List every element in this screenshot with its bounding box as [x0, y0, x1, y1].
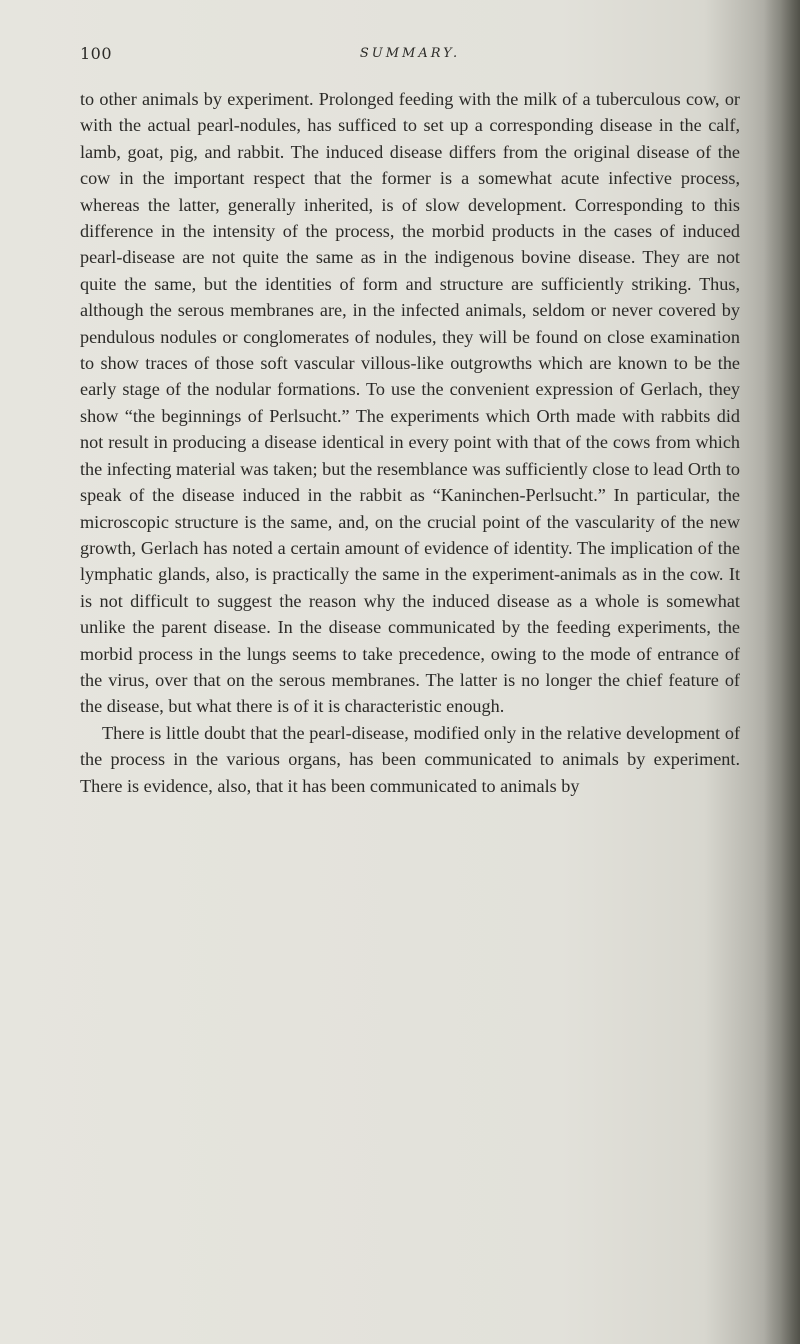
- running-title: SUMMARY.: [359, 46, 461, 61]
- page-number: 100: [80, 44, 113, 63]
- running-head: [80, 44, 740, 68]
- paragraph-continued: to other animals by experiment. Prolonged feeding with the milk of a tuberculous cow, or with the actual pearl-nodules, has sufficed to set up a corresponding disease in the calf, lamb, goat, pig, and rabbit. The induced disease differs from the original disease of the cow in the important respect that the former is a somewhat acute infective process, whereas the latter, generally inherited, is of slow development. Corresponding to this difference in the intensity of the process, the morbid products in the cases of induced pearl-disease are not quite the same as in the indigenous bovine disease. They are not quite the same, but the identities of form and structure are sufficiently striking. Thus, although the serous membranes are, in the infected animals, seldom or never covered by pendulous nodules or conglomerates of nodules, they will be found on close examination to show traces of those soft vascular villous-like outgrowths which are known to be the early stage of the nodular formations. To use the convenient expression of Gerlach, they show “the beginnings of Perlsucht.” The experiments which Orth made with rabbits did not result in producing a disease identical in every point with that of the cows from which the infecting material was taken; but the resemblance was sufficiently close to lead Orth to speak of the disease induced in the rabbit as “Kaninchen-Perlsucht.” In particular, the microscopic structure is the same, and, on the crucial point of the vascularity of the new growth, Gerlach has noted a certain amount of evidence of identity. The implication of the lymphatic glands, also, is practically the same in the experiment-animals as in the cow. It is not difficult to suggest the reason why the induced disease as a whole is somewhat unlike the parent disease. In the disease communicated by the feeding experiments, the morbid process in the lungs seems to take precedence, owing to the mode of entrance of the virus, over that on the serous membranes. The latter is no longer the chief feature of the disease, but what there is of it is characteristic enough.: [80, 89, 740, 717]
- page-edge-shadow: [764, 0, 800, 1344]
- paragraph-new: There is little doubt that the pearl-disease, modified only in the relative development of the process in the various organs, has been communicated to animals by experiment. There is evidence, also, that it has been communicated to animals by: [80, 722, 740, 796]
- body-text: [80, 86, 740, 799]
